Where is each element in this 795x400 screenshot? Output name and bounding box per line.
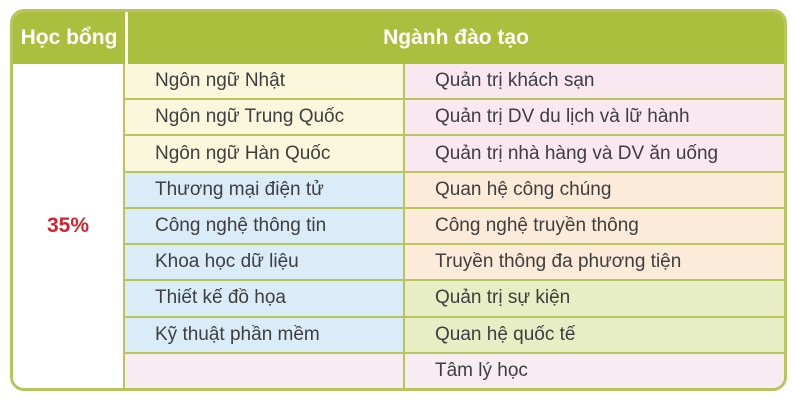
major-cell: Công nghệ thông tin (125, 209, 405, 243)
table-row (125, 171, 784, 207)
major-cell: Ngôn ngữ Trung Quốc (125, 100, 405, 134)
major-cell: Quản trị khách sạn (405, 64, 784, 98)
table-row (125, 352, 784, 388)
major-cell-empty (125, 354, 405, 388)
table-body (13, 64, 784, 388)
header-majors: Ngành đào tạo (383, 26, 529, 49)
major-cell: Quan hệ công chúng (405, 173, 784, 207)
table-row (125, 243, 784, 279)
scholarship-value: 35% (46, 214, 90, 237)
major-cell: Tâm lý học (405, 354, 784, 388)
table-row (125, 98, 784, 134)
major-cell: Ngôn ngữ Nhật (125, 64, 405, 98)
major-cell: Ngôn ngữ Hàn Quốc (125, 136, 405, 170)
table-header-row (13, 12, 784, 64)
table-row (125, 316, 784, 352)
major-cell: Công nghệ truyền thông (405, 209, 784, 243)
major-cell: Quản trị DV du lịch và lữ hành (405, 100, 784, 134)
major-cell: Thương mại điện tử (125, 173, 405, 207)
scholarship-majors-table (10, 9, 787, 391)
majors-rows (125, 64, 784, 388)
scholarship-cell (13, 64, 125, 388)
major-cell: Quản trị sự kiện (405, 281, 784, 315)
major-cell: Quản trị nhà hàng và DV ăn uống (405, 136, 784, 170)
table-row (125, 207, 784, 243)
major-cell: Khoa học dữ liệu (125, 245, 405, 279)
major-cell: Quan hệ quốc tế (405, 318, 784, 352)
header-scholarship: Học bổng (13, 12, 128, 64)
table-row (125, 134, 784, 170)
table-row (125, 279, 784, 315)
major-cell: Kỹ thuật phần mềm (125, 318, 405, 352)
major-cell: Truyền thông đa phương tiện (405, 245, 784, 279)
table-row (125, 64, 784, 98)
major-cell: Thiết kế đồ họa (125, 281, 405, 315)
